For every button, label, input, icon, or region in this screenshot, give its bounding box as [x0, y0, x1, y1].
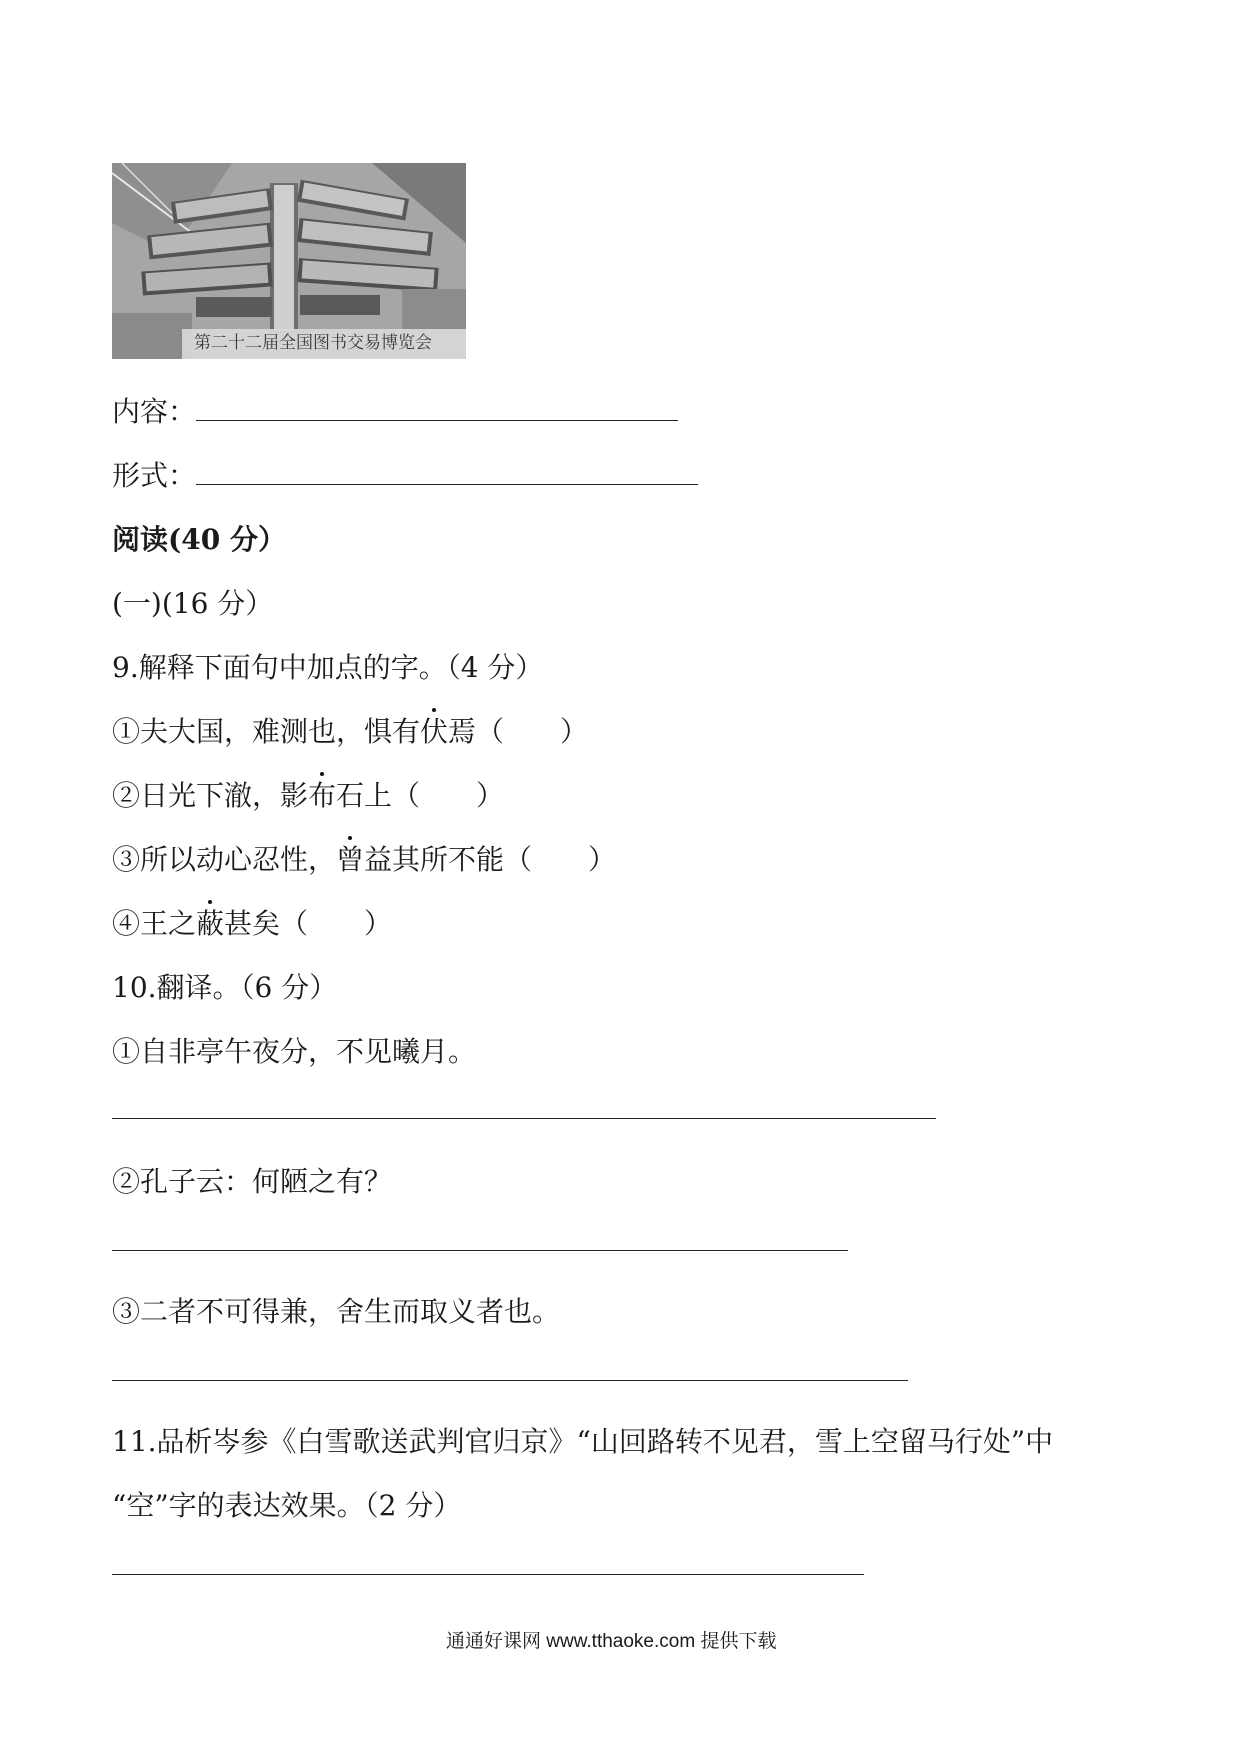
part-label: (一)(16 分） [112, 587, 274, 620]
q9-item-1-dotted-char: 伏 [420, 715, 449, 748]
q9-item-3 [112, 842, 616, 878]
content-label: 内容： [112, 395, 197, 428]
q10-item-1-answer-line[interactable] [112, 1118, 936, 1119]
q9-item-3-after: 益其所不能（ [364, 843, 533, 876]
q9-item-1-before: ①夫大国，难测也，惧有 [112, 715, 421, 748]
section-title: 阅读(40 分） [112, 523, 286, 556]
q9-title: 9.解释下面句中加点的字。（4 分） [112, 651, 544, 684]
q9-item-4-close: ） [364, 907, 393, 940]
q9-item-2-close: ） [476, 779, 505, 812]
q9-item-2-dotted-char: 布 [308, 779, 337, 812]
form-blank[interactable] [196, 462, 698, 485]
q9-item-1-after: 焉（ [448, 715, 505, 748]
q10-item-2: ②孔子云：何陋之有？ [112, 1165, 393, 1198]
q9-item-4-after: 甚矣（ [224, 907, 309, 940]
q9-item-2 [112, 778, 504, 814]
q9-item-4-dotted-char: 蔽 [196, 907, 225, 940]
q9-item-1-close: ） [560, 715, 589, 748]
q9-item-2-before: ②日光下澈，影 [112, 779, 309, 812]
book-fair-photo-graphic [112, 163, 466, 359]
q11-line-2: “空”字的表达效果。（2 分） [112, 1489, 462, 1522]
book-fair-photo [112, 163, 466, 359]
q10-item-2-answer-line[interactable] [112, 1250, 848, 1251]
q10-title: 10.翻译。（6 分） [112, 971, 338, 1004]
q9-item-4-before: ④王之 [112, 907, 197, 940]
q9-item-2-after: 石上（ [336, 779, 421, 812]
form-label: 形式： [112, 459, 197, 492]
photo-caption: 第二十二届全国图书交易博览会 [194, 333, 432, 353]
q9-item-3-close: ） [588, 843, 617, 876]
content-field [112, 394, 678, 430]
q10-item-3-answer-line[interactable] [112, 1380, 908, 1381]
form-field [112, 458, 698, 494]
footer-download-note: 通通好课网 www.tthaoke.com 提供下载 [446, 1631, 777, 1652]
q9-item-3-dotted-char: 曾 [336, 843, 365, 876]
q11-answer-line[interactable] [112, 1574, 864, 1575]
q9-item-3-before: ③所以动心忍性， [112, 843, 337, 876]
content-blank[interactable] [196, 398, 678, 421]
q9-item-1 [112, 714, 588, 750]
q10-item-3: ③二者不可得兼，舍生而取义者也。 [112, 1295, 561, 1328]
q9-item-4 [112, 906, 392, 942]
q10-item-1: ①自非亭午夜分，不见曦月。 [112, 1035, 477, 1068]
q11-line-1: 11.品析岑参《白雪歌送武判官归京》“山回路转不见君，雪上空留马行处”中 [112, 1425, 1054, 1458]
